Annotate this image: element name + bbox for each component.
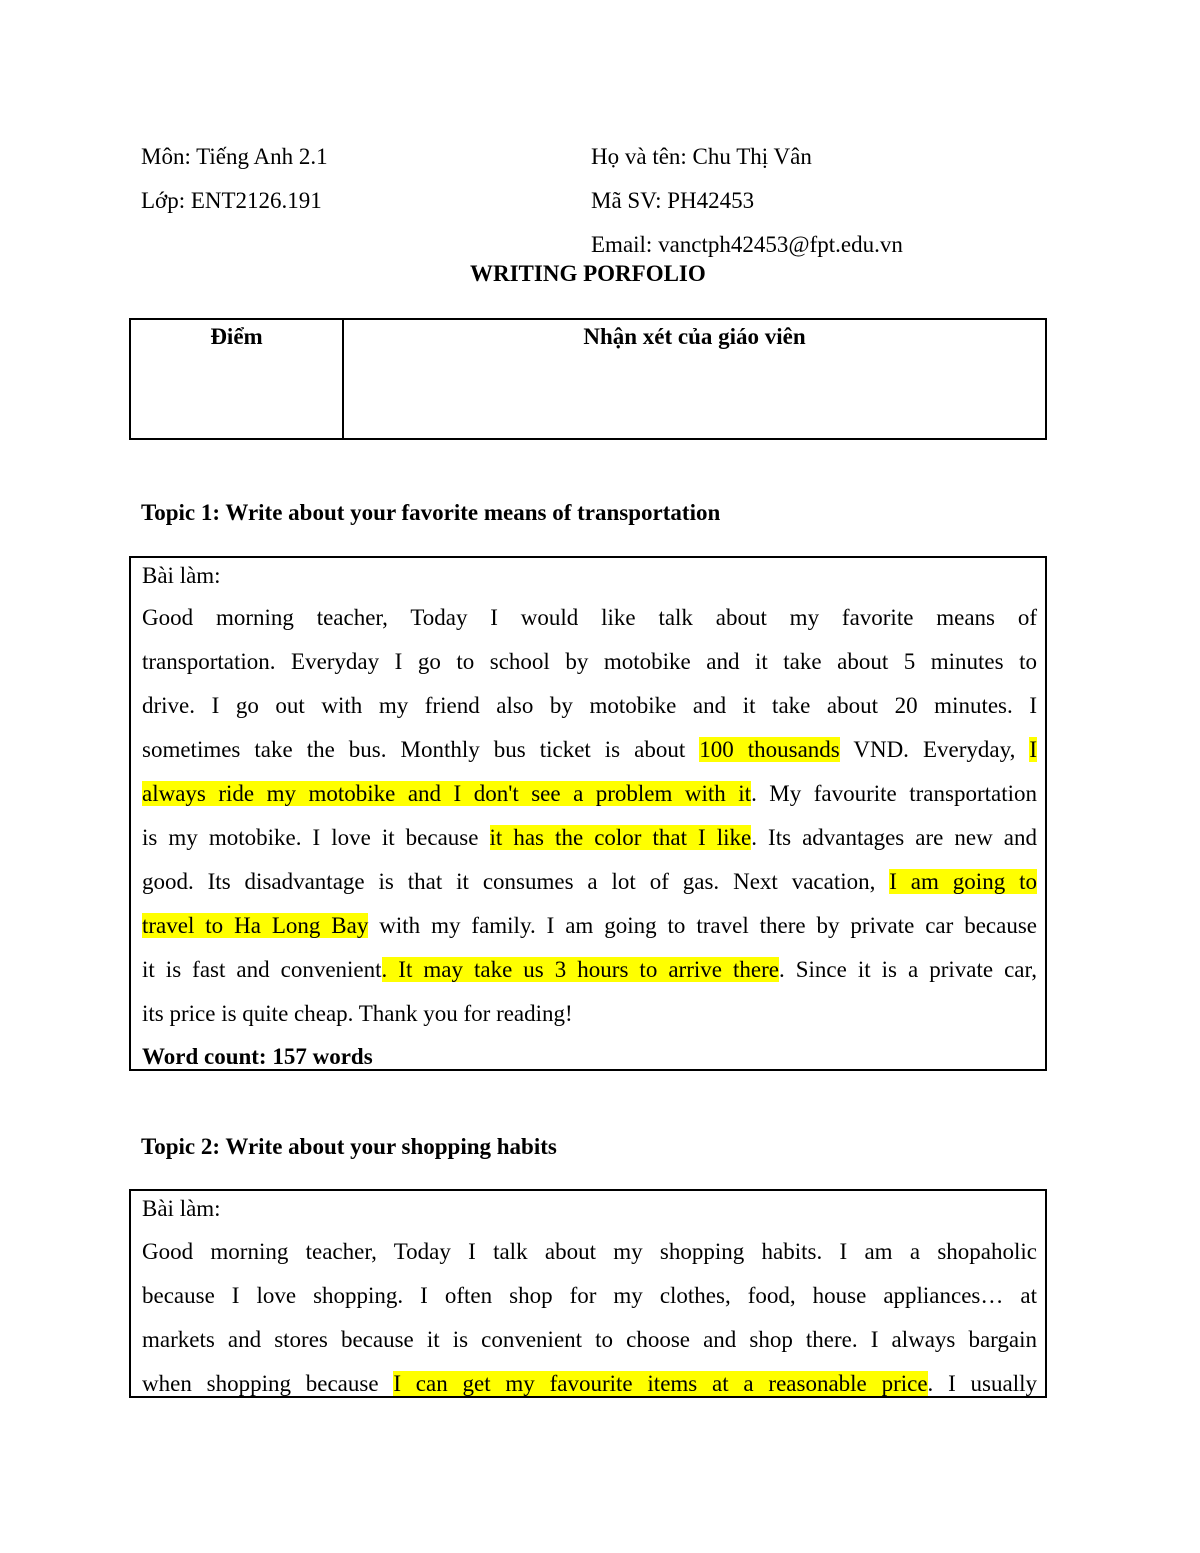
answer-line — [142, 1230, 1037, 1274]
answer-text-segment: Good morning teacher, Today I talk about my shopping habits. I am a shopaholic — [142, 1239, 1037, 1264]
answer-line — [142, 1318, 1037, 1362]
answer-line — [142, 596, 1037, 640]
answer-text-segment: VND. Everyday, — [839, 737, 1030, 762]
topic2-answer-label: Bài làm: — [142, 1196, 221, 1221]
highlighted-text: 100 thousands — [699, 737, 840, 762]
email-text: Email: vanctph42453@fpt.edu.vn — [591, 232, 903, 257]
score-header: Điểm — [130, 319, 343, 439]
answer-text-segment: Good morning teacher, Today I would like talk about my favorite means of — [142, 605, 1037, 630]
answer-text-segment: good. Its disadvantage is that it consumes a lot of gas. Next vacation, — [142, 869, 890, 894]
highlighted-text: I can get my favourite items at a reasonable price — [393, 1371, 928, 1396]
highlighted-text: I — [1029, 737, 1038, 762]
answer-line — [142, 684, 1037, 728]
answer-text-segment: transportation. Everyday I go to school by motobike and it take about 5 minutes to — [142, 649, 1037, 674]
answer-line — [142, 1274, 1037, 1318]
class-text: Lớp: ENT2126.191 — [141, 188, 322, 213]
topic1-word-count: Word count: 157 words — [142, 1044, 373, 1069]
answer-line — [142, 816, 1037, 860]
page-title: WRITING PORFOLIO — [470, 261, 706, 286]
grade-table — [129, 318, 1047, 440]
answer-text-segment: sometimes take the bus. Monthly bus ticket is about — [142, 737, 700, 762]
subject-text: Môn: Tiếng Anh 2.1 — [141, 144, 328, 169]
answer-line — [142, 904, 1037, 948]
answer-line — [142, 860, 1037, 904]
answer-text-segment: its price is quite cheap. Thank you for reading! — [142, 1001, 573, 1026]
student-id-text: Mã SV: PH42453 — [591, 188, 755, 213]
answer-text-segment: markets and stores because it is convenient to choose and shop there. I always bargain — [142, 1327, 1037, 1352]
highlighted-text: I am going to — [889, 869, 1037, 894]
answer-text-segment: drive. I go out with my friend also by motobike and it take about 20 minutes. I — [142, 693, 1037, 718]
answer-line — [142, 948, 1037, 992]
topic1-heading: Topic 1: Write about your favorite means of transportation — [141, 500, 721, 525]
answer-line — [142, 992, 1037, 1036]
answer-text-segment: it is fast and convenient — [142, 957, 382, 982]
answer-line — [142, 772, 1037, 816]
answer-line — [142, 1362, 1037, 1398]
topic2-heading: Topic 2: Write about your shopping habits — [141, 1134, 557, 1159]
answer-text-segment: . My favourite transportation — [751, 781, 1037, 806]
topic1-answer-label: Bài làm: — [142, 563, 221, 588]
answer-text-segment: when shopping because — [142, 1371, 394, 1396]
student-name-text: Họ và tên: Chu Thị Vân — [591, 144, 812, 169]
topic2-answer-text — [142, 1230, 1037, 1398]
topic2-answer-box — [129, 1189, 1047, 1398]
highlighted-text: travel to Ha Long Bay — [142, 913, 369, 938]
topic1-answer-text — [142, 596, 1037, 1036]
answer-text-segment: is my motobike. I love it because — [142, 825, 490, 850]
highlighted-text: . It may take us 3 hours to arrive there — [381, 957, 779, 982]
answer-text-segment: . I usually — [927, 1371, 1037, 1396]
teacher-comment-header: Nhận xét của giáo viên — [343, 319, 1046, 439]
topic1-answer-box — [129, 556, 1047, 1071]
answer-text-segment: with my family. I am going to travel there by private car because — [368, 913, 1037, 938]
highlighted-text: always ride my motobike and I don't see a problem with it — [142, 781, 752, 806]
answer-text-segment: . Its advantages are new and — [751, 825, 1037, 850]
answer-text-segment: . Since it is a private car, — [778, 957, 1038, 982]
highlighted-text: it has the color that I like — [489, 825, 752, 850]
answer-line — [142, 728, 1037, 772]
answer-text-segment: because I love shopping. I often shop for my clothes, food, house appliances… at — [142, 1283, 1037, 1308]
answer-line — [142, 640, 1037, 684]
